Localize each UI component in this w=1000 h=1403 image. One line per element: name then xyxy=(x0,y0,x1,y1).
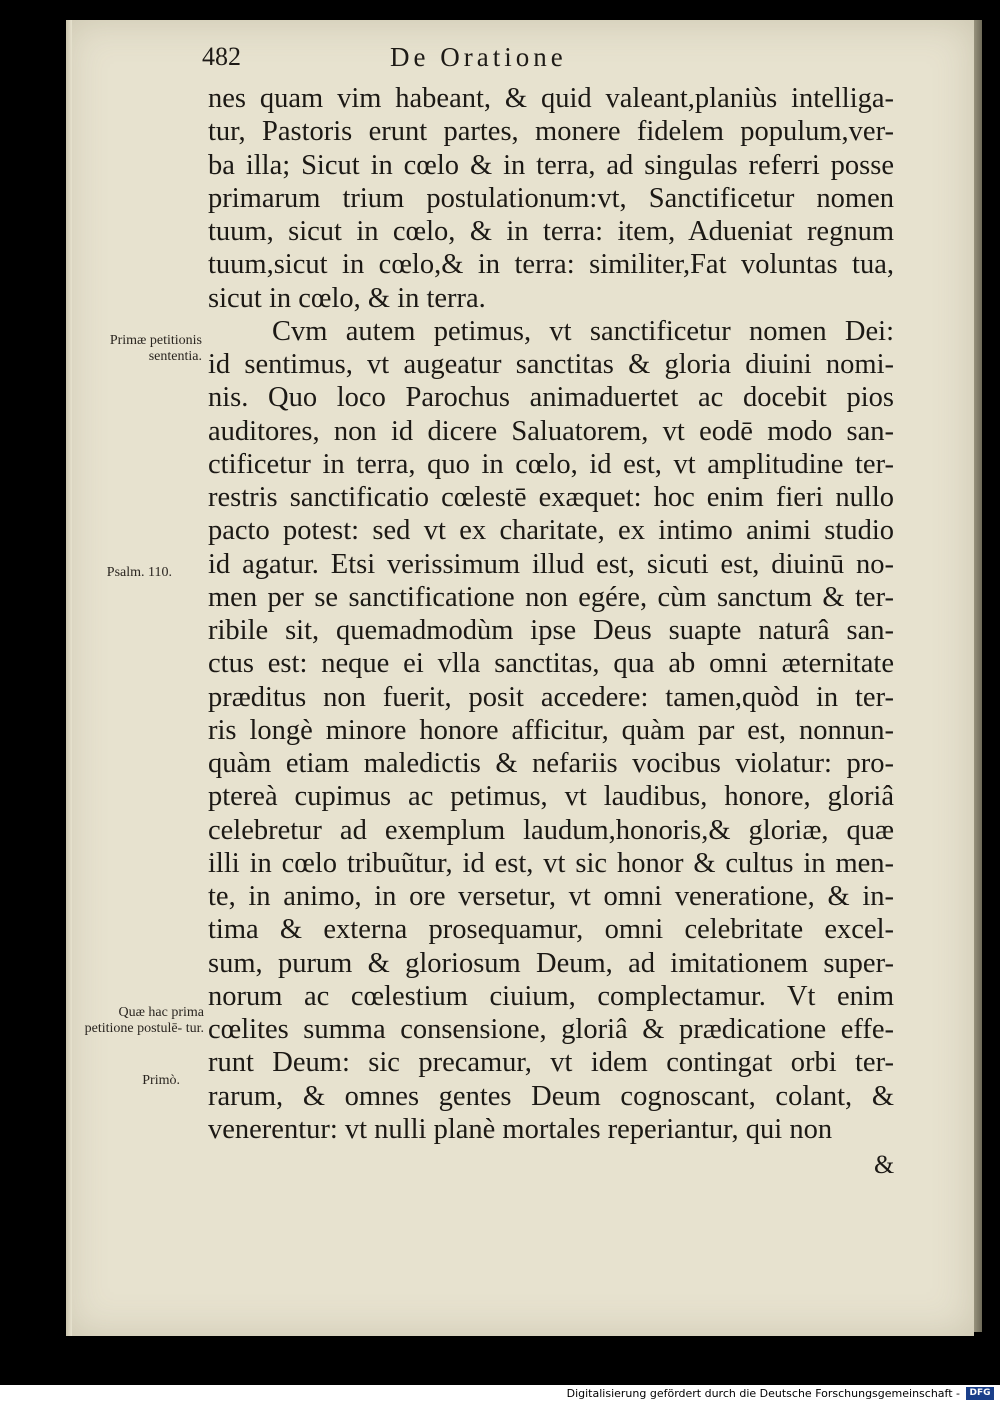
text-line: pacto potest: sed vt ex charitate, ex intimo animi studio xyxy=(208,515,894,547)
margin-note: Primæ petitionis sententia. xyxy=(109,333,202,364)
funding-credit: Digitalisierung gefördert durch die Deutsche Forschungsgemeinschaft - xyxy=(566,1387,960,1400)
margin-note: Primò. xyxy=(142,1073,180,1088)
page-number: 482 xyxy=(202,42,241,71)
text-line: ctificetur in terra, quo in cœlo, id est, vt amplitudine ter- xyxy=(208,448,894,480)
text-line: id sentimus, vt augeatur sanctitas & gloria diuini nomi- xyxy=(208,349,894,380)
text-line: ribile sit, quemadmodùm ipse Deus suapte naturâ san- xyxy=(208,615,894,646)
text-line: ctus est: neque ei vlla sanctitas, qua ab omni æternitate xyxy=(208,648,894,680)
text-line: ris longè minore honore afficitur, quàm par est, nonnun- xyxy=(208,714,894,746)
text-line: cœlites summa consensione, gloriâ & prædicatione effe- xyxy=(208,1014,894,1045)
text-line: Cvm autem petimus, vt sanctificetur nomen Dei: xyxy=(272,315,894,347)
text-line: nes quam vim habeant, & quid valeant,planiùs intelliga- xyxy=(208,83,894,114)
body-text xyxy=(208,82,894,1146)
text-line: quàm etiam maledictis & nefariis vocibus violatur: pro- xyxy=(208,748,894,779)
text-line: ptereà cupimus ac petimus, vt laudibus, honore, gloriâ xyxy=(208,781,894,813)
margin-note: Quæ hac prima petitione postulē- tur. xyxy=(84,1005,204,1036)
text-line: tuum,sicut in cœlo,& in terra: similiter,Fat voluntas tua, xyxy=(208,249,894,281)
text-line: sicut in cœlo, & in terra. xyxy=(208,282,486,314)
text-line: venerentur: vt nulli planè mortales reperiantur, qui non xyxy=(208,1113,833,1145)
running-title: De Oratione xyxy=(390,42,567,72)
text-line: celebretur ad exemplum laudum,honoris,& gloriæ, quæ xyxy=(208,814,894,846)
footer-bar xyxy=(0,1385,1000,1403)
text-line: restris sanctificatio cœlestē exæquet: hoc enim fieri nullo xyxy=(208,482,894,513)
text-line: illi in cœlo tribuũtur, id est, vt sic honor & cultus in men- xyxy=(208,847,894,879)
text-line: tima & externa prosequamur, omni celebritate excel- xyxy=(208,914,894,946)
text-line: ba illa; Sicut in cœlo & in terra, ad singulas referri posse xyxy=(208,149,894,181)
page-gutter xyxy=(66,20,72,1336)
text-line: nis. Quo loco Parochus animaduertet ac docebit pios xyxy=(208,382,894,414)
text-line: rarum, & omnes gentes Deum cognoscant, colant, & xyxy=(208,1080,894,1112)
text-line: men per se sanctificatione non egére, cùm sanctum & ter- xyxy=(208,581,894,613)
text-line: tuum, sicut in cœlo, & in terra: item, Adueniat regnum xyxy=(208,216,894,247)
catchword: & xyxy=(874,1150,895,1179)
text-line: præditus non fuerit, posit accedere: tamen,quòd in ter- xyxy=(208,681,894,713)
text-line: id agatur. Etsi verissimum illud est, sicuti est, diuinū no- xyxy=(208,548,894,580)
dfg-logo: DFG xyxy=(966,1387,994,1400)
text-line: norum ac cœlestium ciuium, complectamur. Vt enim xyxy=(208,980,894,1012)
margin-note: Psalm. 110. xyxy=(106,565,172,580)
text-line: sum, purum & gloriosum Deum, ad imitationem super- xyxy=(208,947,894,979)
text-line: te, in animo, in ore versetur, vt omni veneratione, & in- xyxy=(208,881,894,912)
text-line: primarum trium postulationum:vt, Sanctificetur nomen xyxy=(208,182,894,214)
text-line: runt Deum: sic precamur, vt idem contingat orbi ter- xyxy=(208,1047,894,1079)
text-line: auditores, non id dicere Saluatorem, vt eodē modo san- xyxy=(208,415,894,447)
text-line: tur, Pastoris erunt partes, monere fidelem populum,ver- xyxy=(208,116,894,148)
